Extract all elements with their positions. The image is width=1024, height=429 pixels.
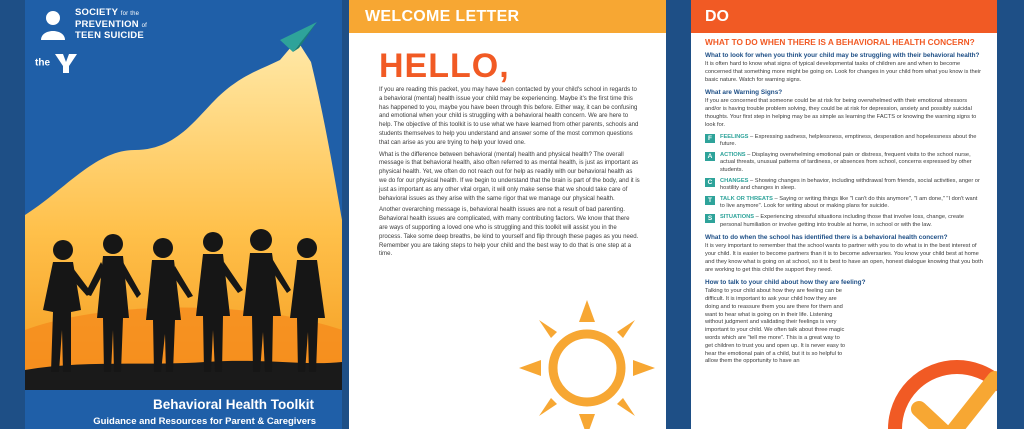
facts-list bbox=[705, 134, 983, 230]
question-heading: What to do when the school has identified there is a behavioral health concern? bbox=[705, 234, 948, 242]
fact-letter: S bbox=[705, 214, 715, 223]
answer-text: It is very important to remember that the school wants to partner with you to do what is in the best interest of your child. It is easier to become partners than it is to become adversaries. You know your child best at home and they know what is going on at school, so it is best to have an open, honest dialogue knowing that you both are working to get this child the support they need. bbox=[705, 243, 983, 273]
fact-item: S SITUATIONS – Experiencing stressful situations including those that involve loss, change, create personal humiliation or involve getting into trouble at home, in school or with the law. bbox=[705, 214, 983, 229]
fact-letter: A bbox=[705, 152, 715, 161]
question-heading: What are Warning Signs? bbox=[705, 89, 783, 97]
fact-letter: C bbox=[705, 178, 715, 187]
welcome-paragraph: Another overarching message is, behavioral health issues are not a result of bad parenting. Behavioral health issues are complicated, with many contributing factors. We know that there are ways of supporting a loved one who is struggling and this toolkit will assist you in the process. Take some deep breaths, be kind to yourself and flip through these pages as you need. Remember you are taking steps to help your child and the best way to do that is one step at a time. bbox=[379, 206, 639, 258]
org-logo: SOCIETY for the PREVENTION of TEEN SUICIDE bbox=[75, 7, 148, 41]
ymca-y-icon bbox=[53, 52, 79, 74]
do-panel bbox=[691, 0, 997, 429]
welcome-paragraph: What is the difference between behavioral (mental) health and physical health? The overall message is that behavioral health, also often referred to as mental health, is just as important as physical health. Yet, we often do not reach out for help as readily with our behavioral health as we do for our physical health. If we begin to understand that the brain is part of the body, and it is just as important as any other vital organ, it will only make sense that we should take care of behavioral issues as they arise with the same rigor that we manage our physical health. bbox=[379, 150, 640, 202]
cover-subtitle: Guidance and Resources for Parent & Caregivers bbox=[93, 416, 316, 427]
fact-item: A ACTIONS – Displaying overwhelming emotional pain or distress, frequent visits to the school nurse, actual threats, unusual patterns of tardiness, or absences from school, concerns expressed by other students. bbox=[705, 152, 983, 175]
ymca-logo: the bbox=[35, 52, 79, 74]
welcome-body bbox=[379, 86, 640, 259]
welcome-header: WELCOME LETTER bbox=[349, 0, 666, 33]
cover-panel bbox=[25, 0, 342, 429]
do-header: DO bbox=[691, 0, 997, 33]
welcome-paragraph: If you are reading this packet, you may have been contacted by your child's school in regards to a behavioral (mental) health issue your child may be experiencing. Maybe it's the first time this has happened to you, maybe you have been through this before. Either way, it can be confusing and emotional when your child is struggling with a behavioral health concern. We are here to help. The objective of this toolkit is to use what we have learned from other parents, schools and students themselves to help you understand and answer some of the most common questions that can arise as you are trying to help your loved one. bbox=[379, 86, 639, 146]
answer-text: Talking to your child about how they are feeling can be difficult. It is important to ask your child how they are doing and to reassure them you are there for them and want to hear what is going on in their life. Listening without judgment and validating their feelings is very important to your child. We often talk about three magic words which are "tell me more". This is a great way to get children to trust you and open up. It is never easy to hear the emotional pain of a child, but it is so helpful to allow them the opportunity to have an bbox=[705, 288, 846, 365]
fact-item: T TALK OR THREATS – Saying or writing things like "I can't do this anymore", "I am done," "I don't want to live anymore". Look for writing about or making plans for suicide. bbox=[705, 196, 983, 211]
fact-item: C CHANGES – Showing changes in behavior, including withdrawal from friends, social activities, anger or hostility and changes in sleep. bbox=[705, 178, 983, 193]
cover-title: Behavioral Health Toolkit bbox=[152, 397, 314, 412]
welcome-letter-panel bbox=[349, 0, 666, 429]
answer-text: It is often hard to know what signs of typical developmental tasks of children are and when to become concerned that something more might be going on. Look for changes in your child from what you know is their basic nature. Watch for warning signs. bbox=[705, 61, 981, 83]
answer-text: If you are concerned that someone could be at risk for being overwhelmed with their emotional stressors and/or is having trouble problem solving, they could be at risk for depression, anxiety and possibly suicidal thoughts. Your first step in helping may be as simple as learning the FACTS or knowing the warning signs to look for. bbox=[705, 98, 977, 128]
question-heading: What to look for when you think your child may be struggling with their behavioral health? bbox=[705, 52, 980, 59]
do-title: WHAT TO DO WHEN THERE IS A BEHAVIORAL HEALTH CONCERN? bbox=[705, 37, 975, 47]
fact-letter: F bbox=[705, 134, 715, 143]
fact-letter: T bbox=[705, 196, 715, 205]
checkmark-icon bbox=[867, 339, 997, 429]
org-emblem-icon bbox=[35, 6, 71, 42]
fact-item: F FEELINGS – Expressing sadness, helplessness, emptiness, desperation and hopelessness about the future. bbox=[705, 134, 983, 149]
question-heading: How to talk to your child about how they are feeling? bbox=[705, 279, 866, 287]
greeting-heading: HELLO, bbox=[379, 47, 510, 85]
sun-icon bbox=[517, 298, 657, 429]
